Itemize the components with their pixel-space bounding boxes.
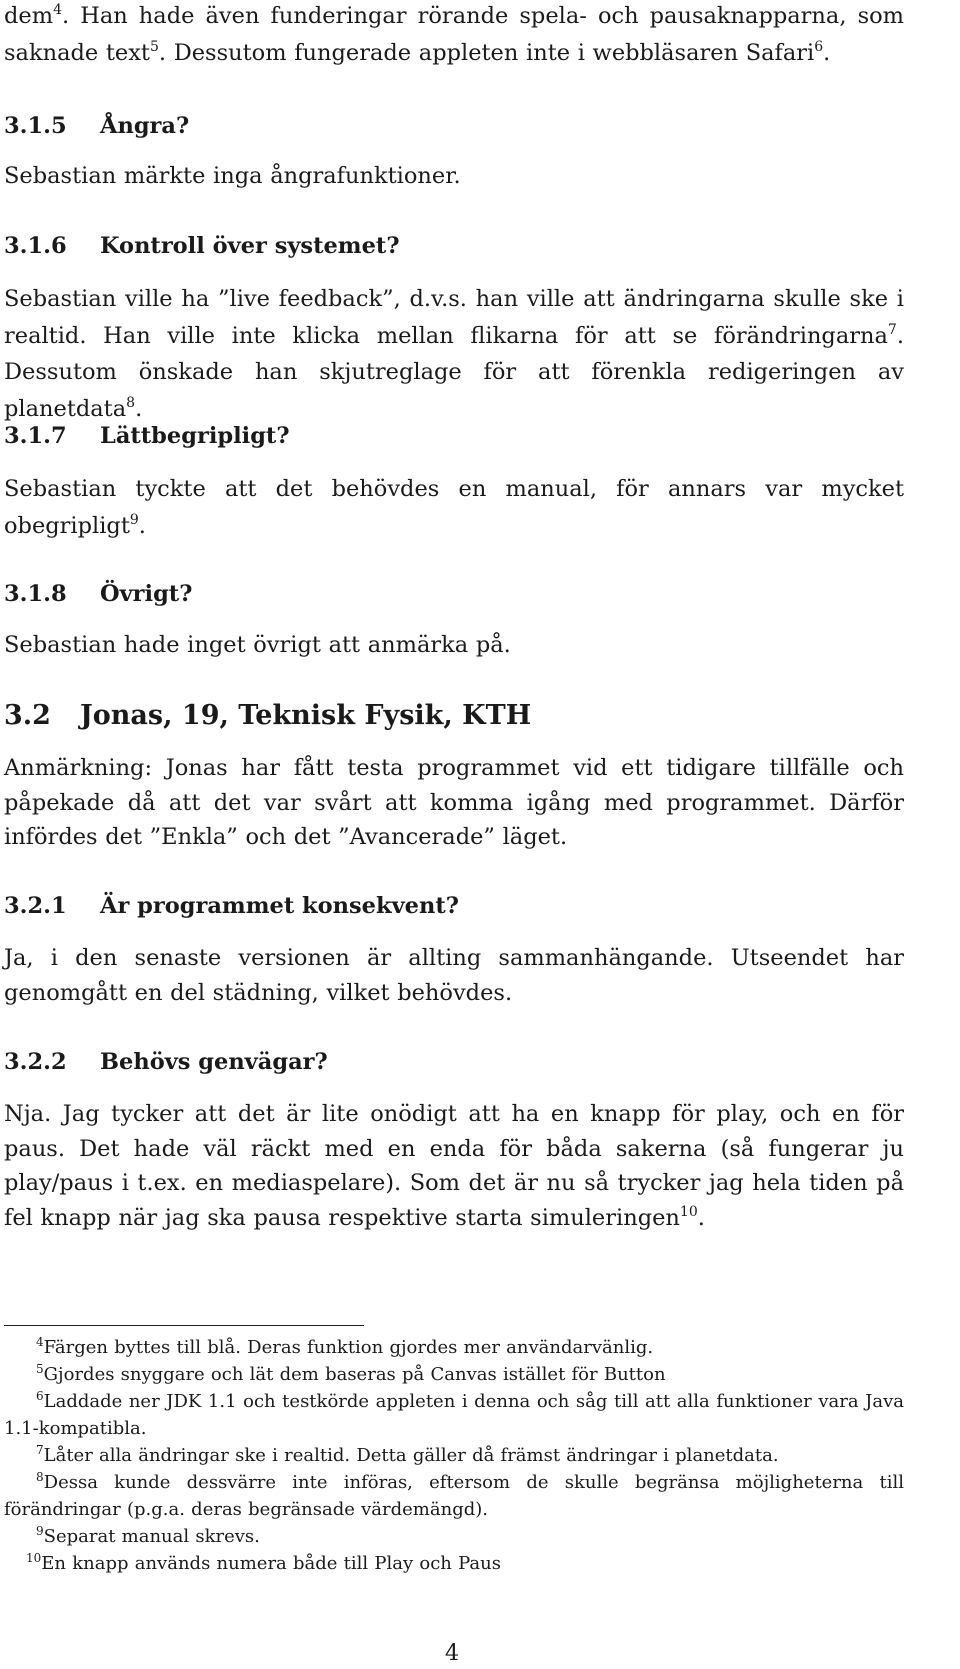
section-text-3-2-2: Nja. Jag tycker att det är lite onödigt att ha en knapp för play, och en för paus. Det hade väl räckt med en enda för båda sakerna (så fungerar ju play/paus i t.ex. en mediaspelare). Som det är nu så trycker jag hela tiden på fel knapp när jag ska pausa respektive starta simuleringen$^{10}$. — [4, 1101, 904, 1231]
footnote-ref-4[interactable]: 4 — [53, 2, 62, 18]
section-heading-3-2: 3.2 Jonas, 19, Teknisk Fysik, KTH — [4, 700, 532, 731]
footnote-ref-9[interactable]: 9 — [129, 511, 139, 528]
footnote-divider — [4, 1325, 364, 1326]
footnote-10: $^{10}$En knapp används numera både till Play och Paus — [26, 1551, 501, 1574]
footnotes — [4, 1334, 904, 1577]
section-heading-3-2-1: 3.2.1 Är programmet konsekvent? — [4, 893, 459, 919]
footnote-ref-10[interactable]: 10 — [679, 1203, 698, 1220]
section-text-3-1-6: Sebastian ville ha ”live feedback”, d.v.s. han ville att ändringarna skulle ske i realtid. Han ville inte klicka mellan flikarna för att se förändringarna$^7$. Dessutom önskade han skjutreglage för att förenkla redigeringen av planetdata$^8$. — [4, 286, 904, 422]
intro-paragraph: dem$^4$. Han hade även funderingar rörande spela- och pausaknapparna, som saknade text$^5$. Dessutom fungerade appleten inte i webbläsaren Safari$^6$. — [4, 2, 904, 66]
footnote-5: $^5$Gjordes snyggare och lät dem baseras på Canvas istället för Button — [36, 1362, 666, 1385]
footnote-8: $^8$Dessa kunde dessvärre inte införas, eftersom de skulle begränsa möjligheterna till förändringar (p.g.a. deras begränsade värdemängd). — [4, 1470, 904, 1520]
footnote-6: $^6$Laddade ner JDK 1.1 och testkörde appleten i denna och såg till att alla funktioner vara Java 1.1-kompatibla. — [4, 1389, 904, 1439]
footnote-ref-5[interactable]: 5 — [149, 38, 159, 55]
section-heading-3-1-5: 3.1.5 Ångra? — [4, 113, 190, 139]
footnote-ref-7[interactable]: 7 — [887, 321, 897, 338]
section-heading-3-1-8: 3.1.8 Övrigt? — [4, 581, 193, 607]
footnote-9: $^9$Separat manual skrevs. — [36, 1524, 260, 1547]
section-text-3-1-8: Sebastian hade inget övrigt att anmärka på. — [4, 632, 511, 658]
section-heading-3-1-7: 3.1.7 Lättbegripligt? — [4, 423, 290, 449]
section-text-3-1-7: Sebastian tyckte att det behövdes en manual, för annars var mycket obegripligt$^9$. — [4, 476, 904, 539]
section-text-3-1-5: Sebastian märkte inga ångrafunktioner. — [4, 163, 461, 189]
footnote-7: $^7$Låter alla ändringar ske i realtid. Detta gäller då främst ändringar i planetdata. — [36, 1443, 779, 1466]
footnote-4: $^4$Färgen byttes till blå. Deras funktion gjordes mer användarvänlig. — [36, 1335, 654, 1358]
section-heading-3-2-2: 3.2.2 Behövs genvägar? — [4, 1049, 328, 1075]
footnote-ref-8[interactable]: 8 — [126, 394, 136, 411]
page-number: 4 — [444, 1640, 460, 1666]
section-text-3-2-1: Ja, i den senaste versionen är allting sammanhängande. Utseendet har genomgått en del städning, vilket behövdes. — [4, 945, 904, 1006]
footnote-ref-6[interactable]: 6 — [814, 38, 824, 55]
section-text-3-2: Anmärkning: Jonas har fått testa programmet vid ett tidigare tillfälle och påpekade då att det var svårt att komma igång med programmet. Därför infördes det ”Enkla” och det ”Avancerade” läget. — [4, 755, 904, 850]
section-heading-3-1-6: 3.1.6 Kontroll över systemet? — [4, 233, 400, 259]
